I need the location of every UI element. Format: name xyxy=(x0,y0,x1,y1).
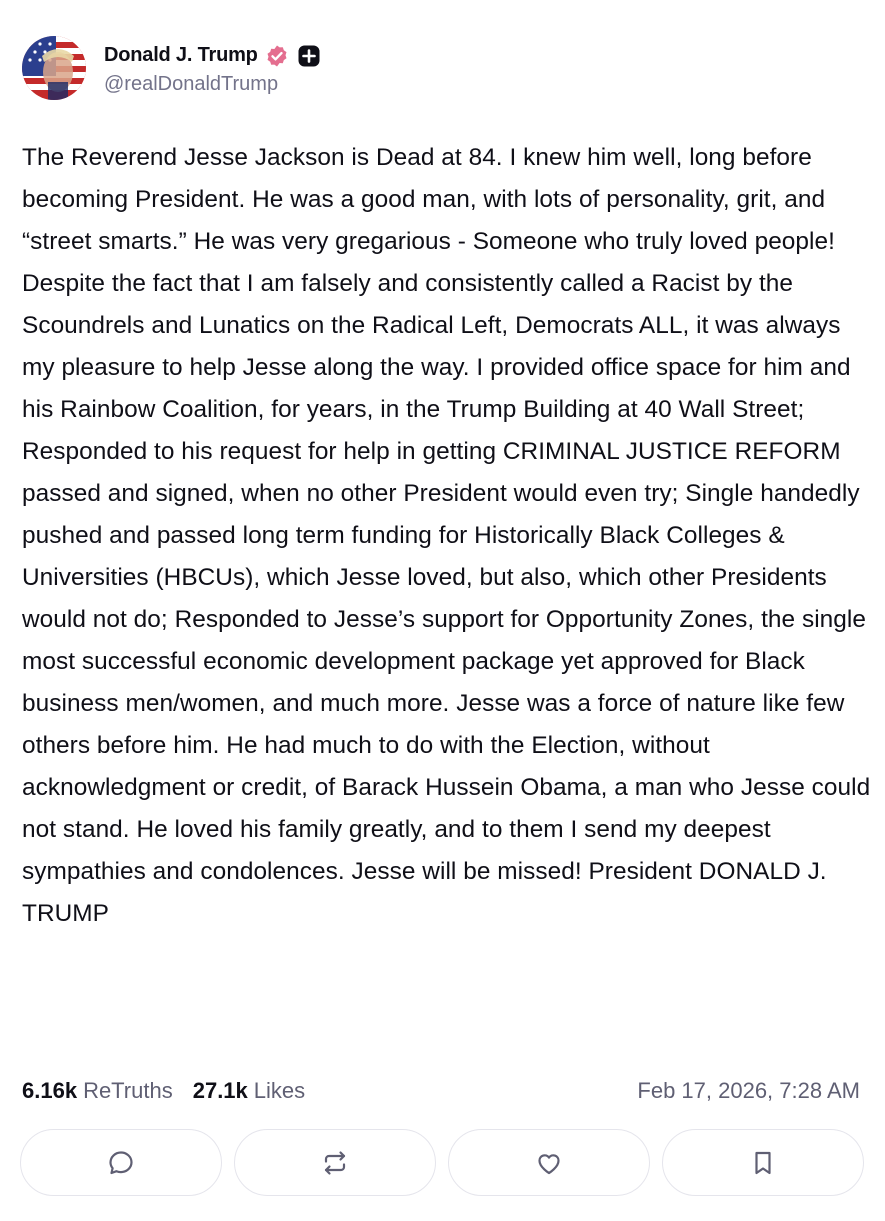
likes-count[interactable]: 27.1k xyxy=(192,1078,248,1103)
post-stats xyxy=(22,1075,860,1107)
display-name[interactable]: Donald J. Trump xyxy=(104,44,258,66)
like-button[interactable] xyxy=(448,1129,650,1196)
comment-icon xyxy=(106,1148,136,1178)
plus-badge-icon xyxy=(298,45,320,67)
repost-icon xyxy=(320,1148,350,1178)
post-timestamp[interactable]: Feb 17, 2026, 7:28 AM xyxy=(637,1078,860,1103)
verified-badge-icon xyxy=(265,44,289,68)
likes-label[interactable]: Likes xyxy=(253,1078,306,1103)
post-header xyxy=(22,35,320,101)
retruths-count[interactable]: 6.16k xyxy=(22,1078,78,1103)
post-text: The Reverend Jesse Jackson is Dead at 84. I knew him well, long before becoming President. He was a good man, with lots of personality, grit, and “street smarts.” He was very gregarious - Someone who truly loved people! Despite the fact that I am falsely and consistently called a Racist by the Scoundrels and Lunatics on the Radical Left, Democrats ALL, it was always my pleasure to help Jesse along the way. I provided office space for him and his Rainbow Coalition, for years, in the Trump Building at 40 Wall Street; Responded to his request for help in getting CRIMINAL JUSTICE REFORM passed and signed, when no other President would even try; Single handedly pushed and passed long term funding for Historically Black Colleges & Universities (HBCUs), which Jesse loved, but also, which other Presidents would not do; Responded to Jesse’s support for Opportunity Zones, the single most successful economic development package yet approved for Black business men/women, and much more. Jesse was a force of nature like few others before him. He had much to do with the Election, without acknowledgment or credit, of Barack Hussein Obama, a man who Jesse could not stand. He loved his family greatly, and to them I send my deepest sympathies and condolences. Jesse will be missed! President DONALD J. TRUMP xyxy=(22,144,871,927)
avatar[interactable] xyxy=(22,36,86,100)
reply-button[interactable] xyxy=(20,1129,222,1196)
name-row xyxy=(104,41,320,71)
bookmark-button[interactable] xyxy=(662,1129,864,1196)
heart-icon xyxy=(534,1148,564,1178)
bookmark-icon xyxy=(748,1148,778,1178)
retruth-button[interactable] xyxy=(234,1129,436,1196)
retruths-label[interactable]: ReTruths xyxy=(83,1078,173,1103)
author-identity xyxy=(104,41,320,96)
user-handle[interactable]: @realDonaldTrump xyxy=(104,72,279,95)
action-bar xyxy=(20,1129,864,1196)
